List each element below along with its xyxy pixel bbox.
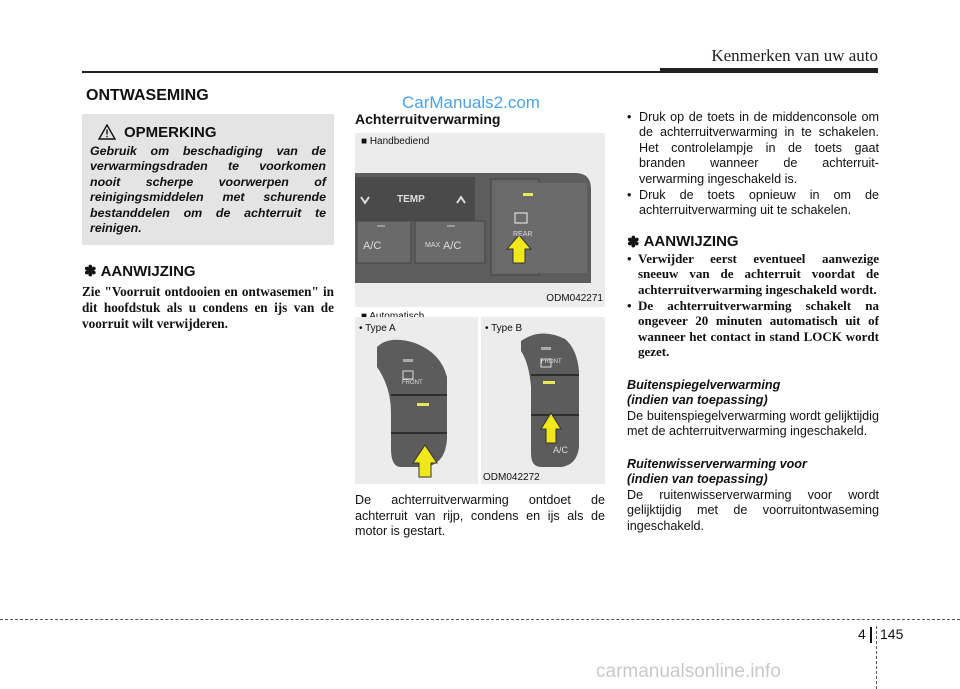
footer-vertical-rule <box>876 626 877 689</box>
wiper-body: De ruitenwisserverwarming voor wordt gelijktijdig met de voorruitontwaseming ingeschakeld. <box>627 488 879 533</box>
instruction-bullet: • Druk de toets opnieuw in om de achterruitverwarming uit te schakelen. <box>627 188 879 219</box>
wiper-heading <box>627 457 879 487</box>
aanwijzing-list <box>627 251 879 360</box>
aanwijzing-icon: ✽ <box>627 233 640 251</box>
type-b-label: • Type B <box>485 323 523 334</box>
type-b-front-label: FRONT <box>541 359 562 365</box>
aanwijzing-title-2: AANWIJZING <box>643 233 739 251</box>
warning-triangle-icon <box>98 124 116 140</box>
right-column <box>627 110 879 534</box>
figure-code-manual: ODM042271 <box>546 293 603 304</box>
page-separator <box>870 627 872 643</box>
note-body: Gebruik om beschadiging van de verwarmingsdraden te voorkomen nooit scherpe voorwerpen of reinigingsmiddelen met schurende bestanddelen om de achterruit te reinigen. <box>90 144 326 236</box>
watermark-bottom: carmanualsonline.info <box>596 661 781 682</box>
aanwijzing-body: Zie "Voorruit ontdooien en ontwasemen" in dit hoofdstuk als u condens en ijs van de voorruit wilt verwijderen. <box>82 284 334 331</box>
manual-control-panel-illustration <box>355 133 605 307</box>
type-b-ac-label: A/C <box>553 445 569 455</box>
figure-label-manual: ■ Handbediend <box>361 136 430 147</box>
aanwijzing-icon: ✽ <box>84 263 97 280</box>
type-a-switch-illustration <box>355 317 478 484</box>
figure-automatic-type-b <box>481 317 605 484</box>
note-box <box>82 114 334 245</box>
rear-defrost-title: Achterruitverwarming <box>355 111 501 127</box>
panel-rear-label: REAR <box>513 231 533 238</box>
mirror-heading <box>627 378 879 408</box>
page-number: 145 <box>880 626 904 642</box>
note-title: OPMERKING <box>124 123 217 141</box>
figure-manual-panel <box>355 133 605 307</box>
instruction-bullet: • Druk op de toets in de middenconsole om de achterruitverwarming in te schakelen. Het controlelampje in de toets gaat branden wanneer de achterruit-verwarming ingeschakeld is. <box>627 110 879 187</box>
header-rule <box>82 71 878 73</box>
rear-defrost-body: De achterruitverwarming ontdoet de achterruit van rijp, condens en ijs als de motor is gestart. <box>355 493 605 539</box>
panel-max-ac-label: A/C <box>443 240 462 252</box>
section-title: ONTWASEMING <box>86 87 209 104</box>
type-b-switch-illustration <box>481 317 605 484</box>
figure-automatic-type-a <box>355 317 478 484</box>
watermark-top: CarManuals2.com <box>402 93 540 112</box>
aanwijzing-heading <box>84 262 196 280</box>
chapter-number: 4 <box>858 626 866 642</box>
mirror-subtitle: (indien van toepassing) <box>627 392 768 407</box>
aanwijzing-item: • De achterruitverwarming schakelt na ongeveer 20 minuten automatisch uit of wanneer het contact in stand LOCK wordt gezet. <box>627 298 879 360</box>
panel-ac-label: A/C <box>363 240 382 252</box>
running-header: Kenmerken van uw auto <box>711 46 878 65</box>
wiper-subtitle: (indien van toepassing) <box>627 472 768 487</box>
footer-rule <box>0 619 960 620</box>
mirror-title: Buitenspiegelverwarming <box>627 378 781 392</box>
wiper-title: Ruitenwisserverwarming voor <box>627 457 807 472</box>
mirror-body: De buitenspiegelverwarming wordt gelijktijdig met de achterruitverwarming ingeschakeld. <box>627 408 879 438</box>
aanwijzing-title: AANWIJZING <box>100 262 196 280</box>
figure-code-automatic: ODM042272 <box>483 472 540 483</box>
type-a-label: • Type A <box>359 323 396 334</box>
panel-max-label: MAX <box>425 242 441 249</box>
aanwijzing-heading-2 <box>627 233 879 251</box>
aanwijzing-item: • Verwijder eerst eventueel aanwezige sneeuw van de achterruit voordat de achterruitverwarming ingeschakeld wordt. <box>627 251 879 298</box>
panel-temp-label: TEMP <box>397 194 425 205</box>
type-a-front-label: FRONT <box>402 380 423 386</box>
